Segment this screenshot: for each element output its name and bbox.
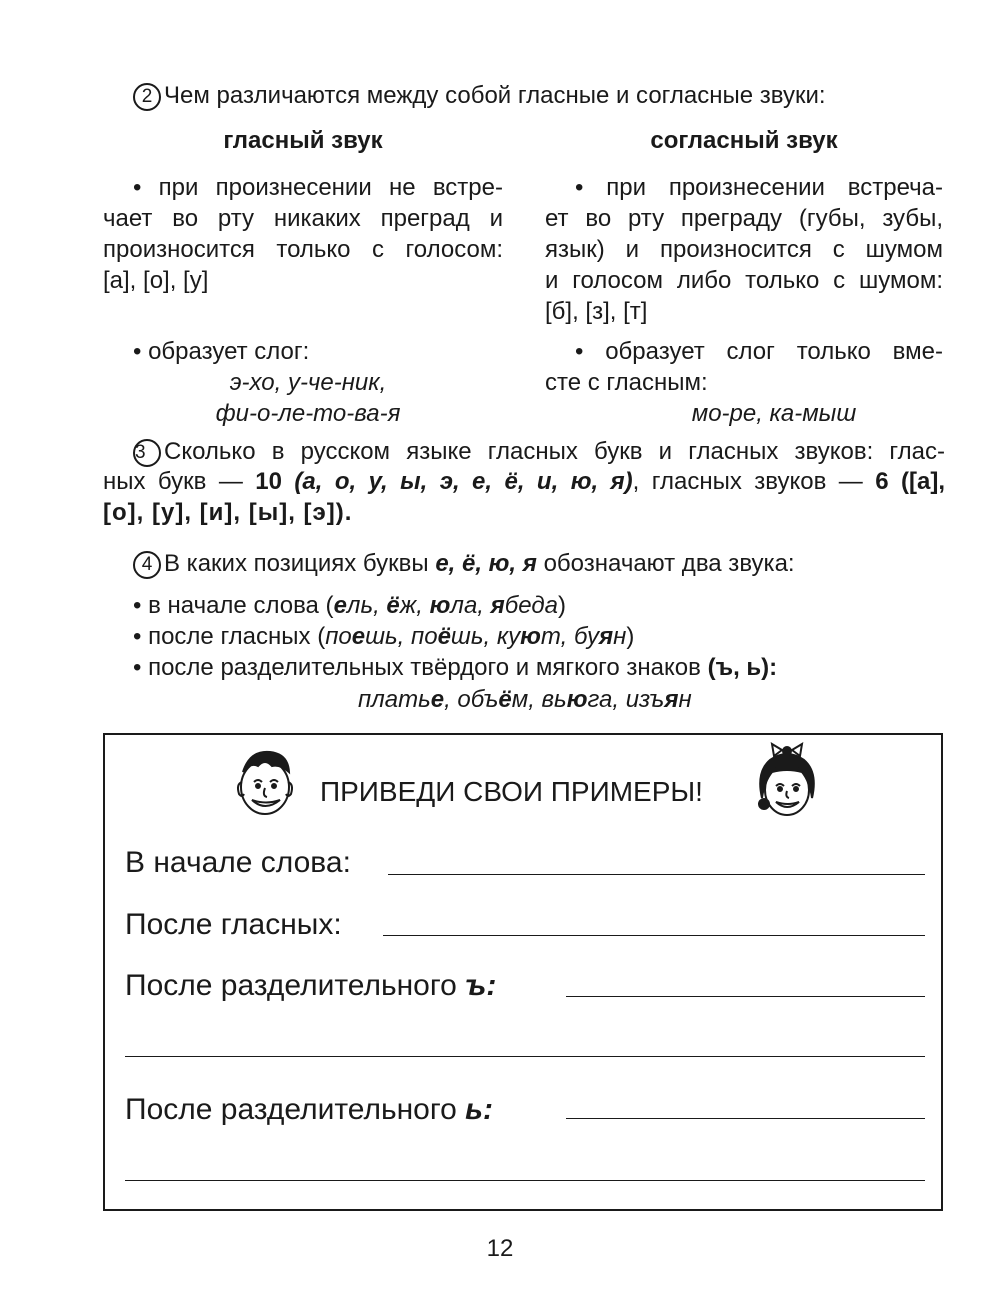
q2-number: 2 [133, 83, 161, 111]
q4-examples: платье, объём, вьюга, изъян [358, 686, 692, 713]
vowel-column [103, 125, 503, 429]
vowel-point1-line1: • при произнесении не встре- [103, 172, 503, 203]
q4-question: 4 В каких позициях буквы е, ё, ю, я обозначают два звука: [133, 548, 795, 579]
boy-face-icon [230, 742, 300, 822]
consonant-example: мо-ре, ка-мыш [691, 400, 857, 427]
field3-line[interactable] [566, 996, 925, 997]
field4-label: После разделительного ь: [125, 1093, 493, 1126]
field4-line-extra[interactable] [125, 1180, 925, 1181]
field1-label: В начале слова: [125, 846, 351, 879]
vowel-heading: гласный звук [223, 127, 383, 154]
consonant-point1-line4: и голосом либо только с шумом: [545, 267, 943, 294]
girl-face-icon [752, 742, 822, 824]
consonant-point1-line2: ет во рту преграду (губы, зубы, [545, 205, 943, 232]
field3-label: После разделительного ъ: [125, 969, 497, 1002]
task-title: ПРИВЕДИ СВОИ ПРИМЕРЫ! [320, 776, 703, 807]
q4-bullet1: • в начале слова (ель, ёж, юла, ябеда) [133, 590, 566, 621]
consonant-point2-line1: • образует слог только вме- [545, 336, 943, 367]
field4-line[interactable] [566, 1118, 925, 1119]
q3-line2: ных букв — 10 (а, о, у, ы, э, е, ё, и, ю, я), гласных звуков — 6 ([а], [103, 468, 946, 495]
field2-line[interactable] [383, 935, 925, 936]
q3-number: 3 [133, 439, 161, 467]
page-number: 12 [486, 1235, 514, 1262]
consonant-point1-line3: язык) и произносится с шумом [545, 236, 943, 263]
vowel-point1-line3: произносится только с голосом: [103, 236, 503, 263]
consonant-point1-line1: • при произнесении встреча- [545, 172, 943, 203]
q4-bullet3: • после разделительных твёрдого и мягкого знаков (ъ, ь): [133, 652, 777, 683]
vowel-sounds: [а], [о], [у] [103, 267, 209, 294]
vowel-point1-line2: чает во рту никаких преград и [103, 205, 503, 232]
q3-line3: [о], [у], [и], [ы], [э]). [103, 499, 353, 526]
consonant-heading: согласный звук [650, 127, 838, 154]
vowel-example1: э-хо, у-че-ник, [229, 369, 387, 396]
consonant-point2-line2: сте с гласным: [545, 369, 708, 396]
vowel-point2: • образует слог: [103, 336, 503, 367]
q4-number: 4 [133, 551, 161, 579]
vowel-example2: фи-о-ле-то-ва-я [215, 400, 401, 427]
field1-line[interactable] [388, 874, 925, 875]
q2-question: 2 Чем различаются между собой гласные и согласные звуки: [133, 80, 826, 111]
q4-bullet2: • после гласных (поешь, поёшь, куют, буян) [133, 621, 634, 652]
field2-label: После гласных: [125, 908, 342, 941]
consonant-sounds: [б], [з], [т] [545, 298, 648, 325]
consonant-column [545, 125, 943, 429]
field3-line-extra[interactable] [125, 1056, 925, 1057]
q3-line1: 3 Сколько в русском языке гласных букв и гласных звуков: глас- [135, 438, 945, 465]
